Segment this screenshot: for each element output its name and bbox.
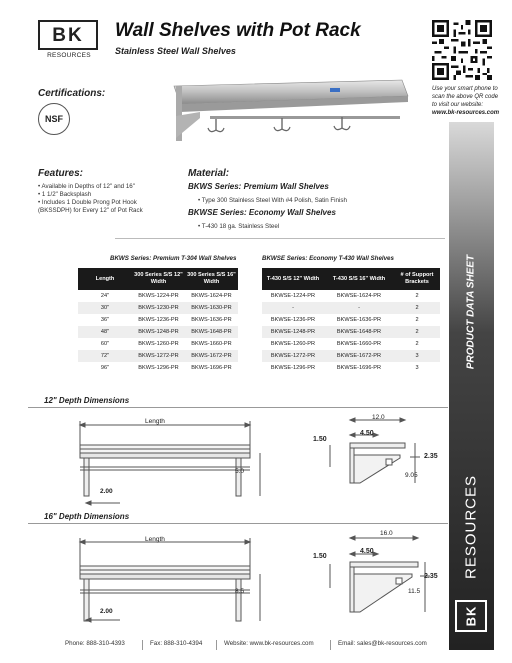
table-cell: BKWSE-1660-PR: [336, 341, 382, 347]
certifications-heading: Certifications:: [38, 88, 106, 99]
table-cell: 30": [78, 302, 132, 314]
dims12-depth: 12.0: [372, 414, 385, 421]
features-list: [38, 183, 143, 215]
table-cell: BKWSE-1236-PR: [270, 317, 316, 323]
table-header: Length: [78, 268, 132, 290]
table2-title: BKWSE Series: Economy T-430 Wall Shelves: [262, 255, 394, 262]
table-cell: BKWS-1230-PR: [132, 302, 185, 314]
sidebar-brand: RESOURCES: [462, 474, 480, 580]
table-cell: 2: [394, 302, 440, 314]
table-header: # of Support Brackets: [394, 268, 440, 290]
table-cell: BKWSE-1648-PR: [324, 326, 394, 338]
table-cell: BKWSE-1624-PR: [336, 293, 382, 299]
material-heading: Material:: [188, 168, 230, 179]
table-header: 300 Series S/S 16" Width: [185, 268, 238, 290]
sidebar-logo-mark: [455, 600, 487, 632]
table-cell: 24": [100, 293, 110, 299]
qr-url[interactable]: www.bk-resources.com: [432, 110, 500, 116]
table-cell: BKWSE-1296-PR: [270, 365, 316, 371]
dims16-front-height: 8.5: [235, 588, 245, 595]
footer: [0, 640, 512, 652]
table-row: [262, 338, 440, 350]
table-cell: 3: [394, 350, 440, 362]
bkwse-series-item: • T-430 18 ga. Stainless Steel: [198, 223, 280, 230]
table-cell: BKWS-1624-PR: [191, 293, 232, 299]
dims12-length-label: Length: [145, 418, 165, 425]
table-cell: BKWS-1636-PR: [191, 317, 232, 323]
feature-item: (BKSSDPH) for Every 12" of Pot Rack: [38, 207, 143, 214]
table-row: [262, 302, 440, 314]
section-divider: [115, 238, 445, 239]
table-header: 300 Series S/S 12" Width: [132, 268, 185, 290]
table1-title: BKWS Series: Premium T-304 Wall Shelves: [110, 255, 237, 262]
footer-email[interactable]: Email: sales@bk-resources.com: [338, 640, 427, 647]
table-cell: 72": [78, 350, 132, 362]
table-cell: BKWS-1296-PR: [138, 365, 179, 371]
footer-separator: [142, 640, 143, 650]
table-cell: BKWSE-1272-PR: [262, 350, 324, 362]
table-cell: BKWSE-1260-PR: [270, 341, 316, 347]
dims12-shelf: 4.50: [360, 430, 374, 437]
qr-caption: [432, 85, 504, 117]
table-header: T-430 S/S 16" Width: [324, 268, 394, 290]
features-heading: Features:: [38, 168, 84, 179]
table-cell: BKWS-1272-PR: [132, 350, 185, 362]
table-header: T-430 S/S 12" Width: [262, 268, 324, 290]
qr-instructions: Use your smart phone to scan the above QR code to visit our website:: [432, 86, 499, 108]
feature-item: • Available in Depths of 12" and 16": [38, 183, 135, 190]
table-row: [78, 326, 238, 338]
sidebar-mark-text: BK: [463, 605, 479, 627]
dims12-back: 1.50: [313, 436, 327, 443]
table-cell: 3: [415, 365, 419, 371]
table-row: [262, 326, 440, 338]
table-cell: -: [324, 302, 394, 314]
table-row: [262, 290, 440, 302]
dims16-drawing: [60, 530, 445, 635]
dims12-side: 2.35: [424, 453, 438, 460]
qr-code-icon[interactable]: [432, 20, 492, 80]
table-row: [78, 314, 238, 326]
dims16-height: 11.5: [408, 588, 421, 595]
feature-item: • Includes 1 Double Prong Pot Hook: [38, 199, 137, 206]
table-row: [78, 338, 238, 350]
sidebar-band: [449, 122, 494, 650]
dims16-length-label: Length: [145, 536, 165, 543]
bkwse-series-title: BKWSE Series: Economy Wall Shelves: [188, 208, 336, 217]
table-row: [78, 350, 238, 362]
footer-website[interactable]: Website: www.bk-resources.com: [224, 640, 314, 647]
table-cell: BKWS-1224-PR: [138, 293, 179, 299]
dims16-front-offset: 2.00: [100, 608, 113, 615]
table-cell: BKWS-1648-PR: [185, 326, 238, 338]
premium-series-table: [78, 268, 238, 374]
table-cell: 48": [78, 326, 132, 338]
footer-phone: Phone: 888-310-4393: [65, 640, 125, 647]
page-subtitle: Stainless Steel Wall Shelves: [115, 46, 236, 56]
logo-mark: BK: [38, 20, 98, 50]
footer-separator: [216, 640, 217, 650]
logo-subtext: RESOURCES: [47, 52, 91, 59]
dims16-shelf: 4.50: [360, 548, 374, 555]
dims16-divider: [28, 523, 448, 524]
brand-logo: [38, 20, 100, 62]
dims16-heading: 16" Depth Dimensions: [44, 512, 130, 521]
table-cell: 36": [100, 317, 110, 323]
nsf-badge-icon: NSF: [38, 103, 70, 135]
dims12-height: 9.05: [405, 472, 418, 479]
sidebar-label: PRODUCT DATA SHEET: [465, 254, 477, 370]
table-row: [262, 314, 440, 326]
dims12-divider: [28, 407, 448, 408]
dims16-side: 2.35: [424, 573, 438, 580]
page-title: Wall Shelves with Pot Rack: [115, 20, 361, 41]
table-cell: BKWSE-1672-PR: [324, 350, 394, 362]
table-cell: BKWS-1236-PR: [138, 317, 179, 323]
shelf-product-image: [170, 78, 410, 153]
table-cell: 60": [100, 341, 110, 347]
bkws-series-title: BKWS Series: Premium Wall Shelves: [188, 182, 329, 191]
dims12-drawing: [60, 415, 445, 515]
table-cell: BKWSE-1636-PR: [336, 317, 382, 323]
dims12-front-height: 5.0: [235, 468, 245, 475]
table-cell: BKWSE-1696-PR: [336, 365, 382, 371]
table-cell: -: [262, 302, 324, 314]
footer-fax: Fax: 888-310-4394: [150, 640, 203, 647]
table-row: [78, 290, 238, 302]
table-row: [78, 362, 238, 374]
table-cell: BKWS-1660-PR: [191, 341, 232, 347]
table-row: [78, 302, 238, 314]
table-row: [262, 350, 440, 362]
dims16-depth: 16.0: [380, 530, 393, 537]
table-cell: 2: [415, 341, 419, 347]
table-cell: BKWS-1248-PR: [132, 326, 185, 338]
table-cell: BKWSE-1248-PR: [262, 326, 324, 338]
feature-item: • 1 1/2" Backsplash: [38, 191, 92, 198]
table-cell: BKWS-1630-PR: [185, 302, 238, 314]
table-cell: BKWS-1696-PR: [191, 365, 232, 371]
economy-series-table: [262, 268, 440, 374]
table-cell: 2: [415, 317, 419, 323]
dims12-front-offset: 2.00: [100, 488, 113, 495]
dims12-heading: 12" Depth Dimensions: [44, 396, 130, 405]
table-cell: 2: [415, 293, 419, 299]
bkws-series-item: • Type 300 Stainless Steel With #4 Polish, Satin Finish: [198, 197, 347, 204]
table-cell: BKWSE-1224-PR: [270, 293, 316, 299]
table-row: [262, 362, 440, 374]
table-cell: BKWS-1260-PR: [138, 341, 179, 347]
footer-separator: [330, 640, 331, 650]
table-cell: BKWS-1672-PR: [185, 350, 238, 362]
table-cell: 2: [394, 326, 440, 338]
dims16-back: 1.50: [313, 553, 327, 560]
table-cell: 96": [100, 365, 110, 371]
